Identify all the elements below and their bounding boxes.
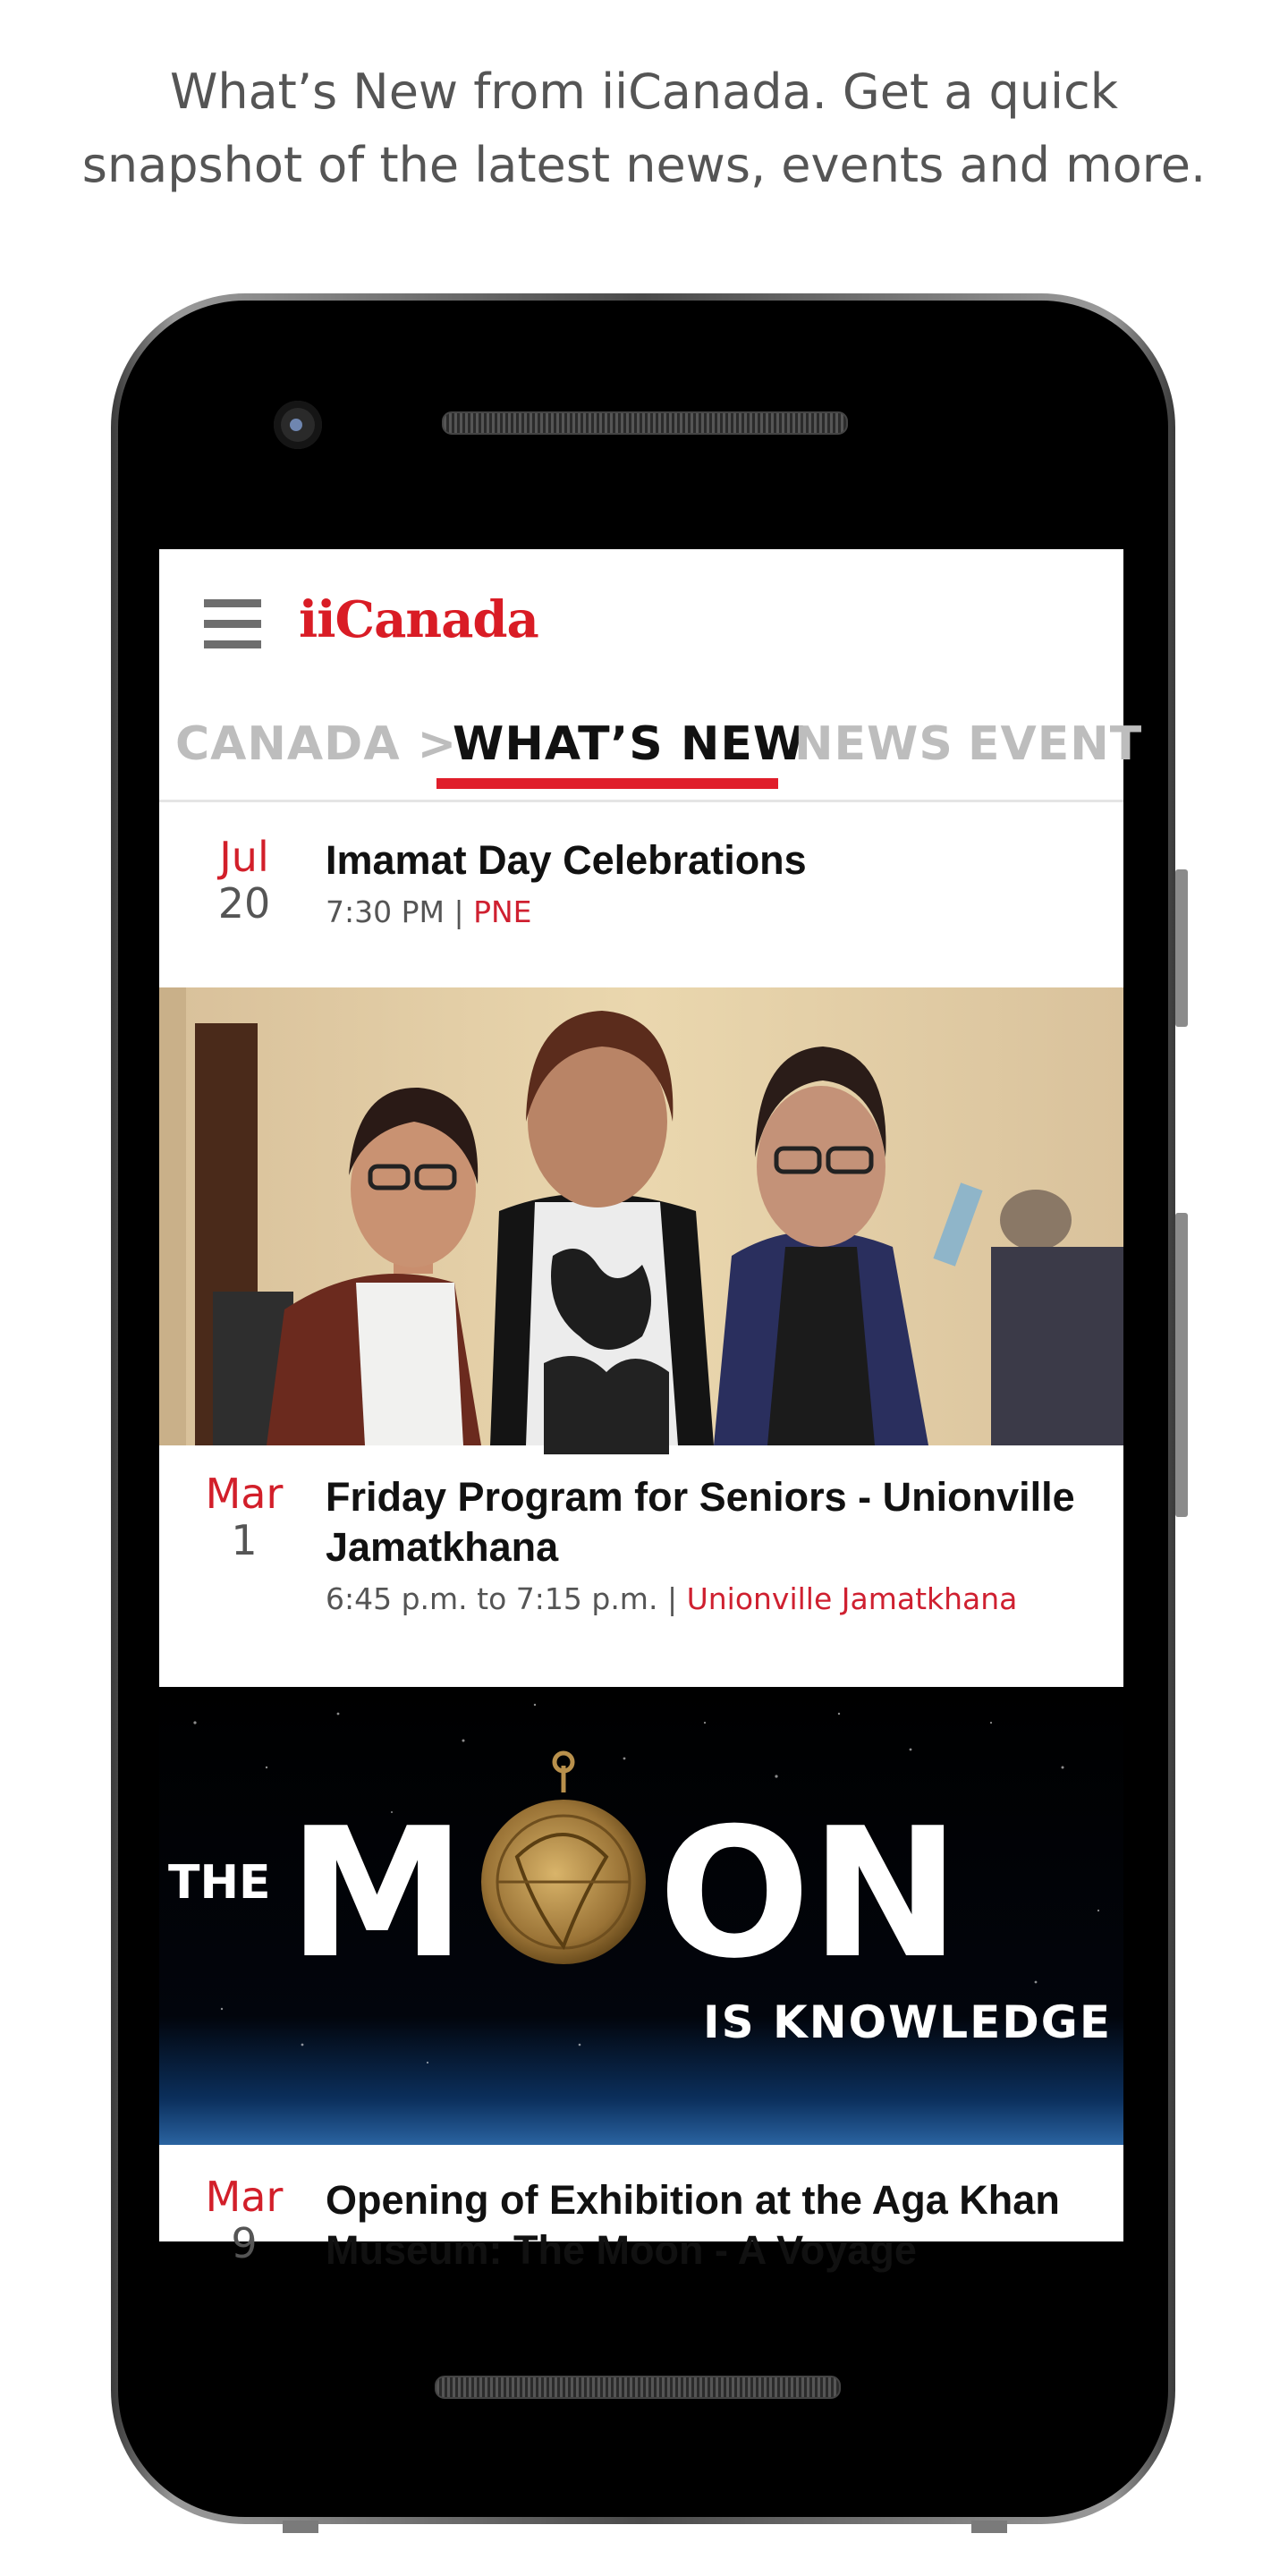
event-location[interactable]: PNE xyxy=(473,894,532,929)
phone-foot-left xyxy=(283,2521,318,2533)
event-separator: | xyxy=(453,894,464,929)
event-item-imamat-day[interactable] xyxy=(159,818,1123,987)
event-separator: | xyxy=(666,1581,678,1616)
promo-caption xyxy=(0,55,1288,202)
caption-line-1: What’s New from iiCanada. Get a quick xyxy=(169,64,1119,120)
event-details xyxy=(326,1472,1095,1619)
tab-events[interactable]: EVENT xyxy=(968,717,1143,771)
banner-word-m: M xyxy=(288,1790,467,1998)
bottom-speaker xyxy=(435,2376,841,2399)
volume-button xyxy=(1175,1213,1188,1517)
event-month: Mar xyxy=(205,2173,284,2221)
event-date xyxy=(159,2174,329,2267)
banner-word-on: ON xyxy=(658,1790,961,1998)
event-location[interactable]: Unionville Jamatkhana xyxy=(686,1581,1018,1616)
event-time: 6:45 p.m. to 7:15 p.m. xyxy=(326,1581,658,1616)
tab-news[interactable]: NEWS xyxy=(794,717,953,771)
event-meta xyxy=(326,1580,1095,1619)
app-logo: iiCanada xyxy=(299,590,538,649)
event-item-moon-exhibition[interactable] xyxy=(159,2145,1123,2324)
event-date xyxy=(159,834,329,927)
caption-line-2: snapshot of the latest news, events and more. xyxy=(81,137,1207,193)
event-title: Opening of Exhibition at the Aga Khan Museum: The Moon - A Voyage xyxy=(326,2177,1060,2273)
app-screen xyxy=(159,549,1143,2273)
event-day: 9 xyxy=(231,2219,258,2267)
event-details xyxy=(326,2175,1095,2275)
event-month: Mar xyxy=(205,1470,284,1518)
event-details xyxy=(326,835,1095,932)
event-title: Friday Program for Seniors - Unionville Jamatkhana xyxy=(326,1474,1075,1570)
event-photo-three-women[interactable] xyxy=(159,987,1123,1445)
event-meta xyxy=(326,893,1095,932)
event-item-friday-program[interactable] xyxy=(159,1445,1123,1687)
power-button xyxy=(1175,869,1188,1027)
active-tab-indicator xyxy=(436,778,778,789)
hamburger-menu-icon[interactable] xyxy=(204,599,261,648)
event-date xyxy=(159,1470,329,1563)
event-time: 7:30 PM xyxy=(326,894,445,929)
phone-foot-right xyxy=(971,2521,1007,2533)
event-month: Jul xyxy=(219,833,269,881)
app-bar xyxy=(159,549,1123,696)
banner-word-the: THE xyxy=(168,1856,271,1910)
tab-canada[interactable]: CANADA > xyxy=(175,717,458,771)
event-banner-moon-exhibition[interactable] xyxy=(159,1687,1123,2145)
event-title: Imamat Day Celebrations xyxy=(326,837,807,883)
event-day: 1 xyxy=(231,1516,258,1564)
tab-whats-new[interactable]: WHAT’S NEW xyxy=(453,717,806,771)
event-day: 20 xyxy=(217,879,271,928)
front-camera-icon xyxy=(274,401,322,449)
banner-subtitle: IS KNOWLEDGE xyxy=(703,1996,1112,2048)
earpiece-speaker xyxy=(442,411,848,435)
